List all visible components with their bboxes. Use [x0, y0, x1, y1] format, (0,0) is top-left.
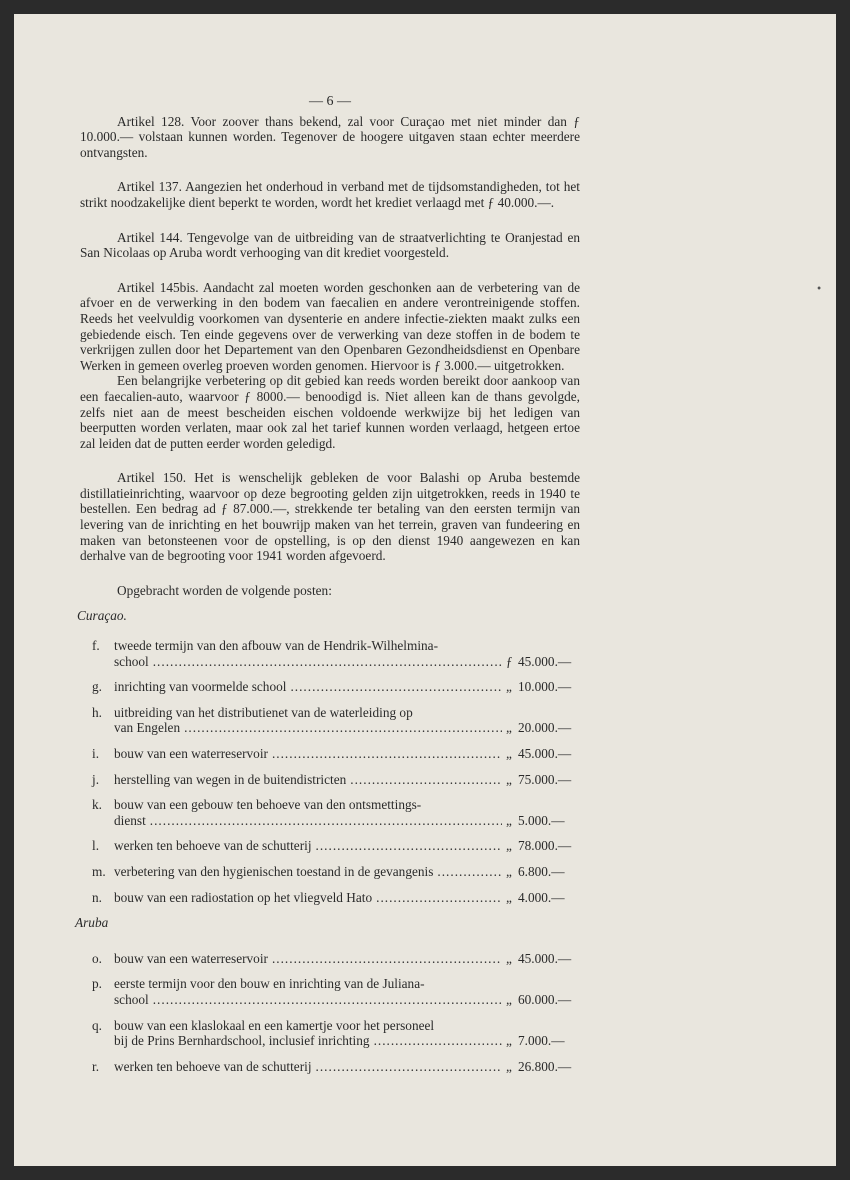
item-row — [114, 654, 580, 670]
item-amount: 6.800.— — [518, 863, 565, 879]
item-letter: l. — [92, 838, 100, 854]
leader-dots — [316, 838, 502, 854]
item-text: werken ten behoeve van de schutterij — [114, 1058, 312, 1074]
item-row — [114, 813, 580, 829]
item-text-first: tweede termijn van den afbouw van de Hendrik-Wilhelmina- — [114, 638, 439, 654]
currency-mark: „ — [506, 746, 512, 761]
list-item — [80, 679, 580, 695]
item-text-first: eerste termijn voor den bouw en inrichting van de Juliana- — [114, 976, 425, 992]
item-amount: 45.000.— — [518, 746, 572, 761]
margin-marks: • — [816, 284, 822, 295]
currency-mark: „ — [506, 1058, 512, 1074]
article-paragraphs — [80, 114, 580, 564]
currency-mark: „ — [506, 1033, 512, 1049]
leader-dots — [153, 654, 502, 670]
item-amount: 7.000.— — [518, 1033, 565, 1049]
item-amount: 10.000.— — [518, 679, 572, 695]
currency-mark: ƒ — [506, 653, 513, 669]
item-amount: 60.000.— — [518, 991, 572, 1007]
item-text: bouw van een radiostation op het vliegveld Hato — [114, 889, 373, 905]
item-letter: m. — [92, 863, 106, 879]
currency-mark: „ — [506, 991, 512, 1007]
item-letter: n. — [92, 889, 102, 905]
section-title-aruba: Aruba — [75, 915, 109, 931]
item-text: dienst — [114, 812, 146, 828]
item-letter: r. — [92, 1058, 100, 1074]
item-letter: g. — [92, 679, 102, 695]
item-text: bouw van een waterreservoir — [114, 950, 268, 966]
item-row — [114, 1059, 580, 1075]
leader-dots — [374, 1033, 502, 1049]
item-letter: q. — [92, 1017, 102, 1033]
item-amount: 75.000.— — [518, 771, 572, 787]
item-amount: 45.000.— — [518, 950, 572, 966]
item-amount: 26.800.— — [518, 1058, 572, 1074]
item-letter: i. — [92, 746, 100, 761]
list-item — [80, 797, 580, 828]
currency-mark: „ — [506, 720, 512, 736]
currency-mark: „ — [506, 889, 512, 905]
currency-mark: „ — [506, 812, 512, 828]
list-item — [80, 838, 580, 854]
article-paragraph — [80, 280, 580, 452]
item-row — [114, 679, 580, 695]
item-letter: h. — [92, 704, 102, 720]
leader-dots — [272, 746, 502, 762]
paragraph-text: Artikel 150. Het is wenschelijk gebleken de voor Balashi op Aruba bestemde distillatieinrichting, waarvoor op deze begrooting gelden zijn uitgetrokken, reeds in 1940 te bestellen. Een bedrag ad ƒ 87.000.—, strekkende ter betaling van den eersten termijn van levering van de inrichting en het bouwrijp maken van het terrein, graven van fundeering en maken van betonsteenen voor de opstelling, is op den dienst 1940 aangewezen en kan derhalve van de begrooting voor 1941 worden afgevoerd. — [80, 470, 580, 564]
list-item — [80, 746, 580, 762]
article-paragraph — [80, 179, 580, 210]
list-item — [80, 772, 580, 788]
item-row — [114, 772, 580, 788]
item-row — [114, 992, 580, 1008]
item-row — [114, 720, 580, 736]
currency-mark: „ — [506, 679, 512, 695]
item-amount: 78.000.— — [518, 838, 572, 854]
section-title-curacao: Curaçao. — [77, 608, 127, 624]
aruba-item-list — [80, 951, 580, 1075]
item-row — [114, 746, 580, 762]
currency-mark: „ — [506, 950, 512, 966]
list-item — [80, 864, 580, 880]
leader-dots — [153, 992, 502, 1008]
item-letter: k. — [92, 797, 102, 813]
item-text: inrichting van voormelde school — [114, 679, 287, 695]
item-text: van Engelen — [114, 720, 181, 736]
list-item — [80, 638, 580, 669]
page-number: — 6 — — [309, 94, 351, 109]
item-text: bij de Prins Bernhardschool, inclusief inrichting — [114, 1033, 370, 1049]
list-item — [80, 890, 580, 906]
item-text: werken ten behoeve van de schutterij — [114, 838, 312, 854]
paragraph-text: Artikel 144. Tengevolge van de uitbreiding van de straatverlichting te Oranjestad en San Nicolaas op Aruba wordt verhooging van dit krediet voorgesteld. — [80, 229, 580, 261]
leader-dots — [350, 772, 502, 788]
currency-mark: „ — [506, 863, 512, 879]
item-text: school — [114, 991, 149, 1007]
item-row — [114, 890, 580, 906]
article-paragraph — [80, 230, 580, 261]
list-item — [80, 1018, 580, 1049]
item-text-first: bouw van een gebouw ten behoeve van den ontsmettings- — [114, 797, 422, 813]
leader-dots — [272, 951, 502, 967]
item-row — [114, 951, 580, 967]
paragraph-text: Artikel 145bis. Aandacht zal moeten worden geschonken aan de verbetering van de afvoer en de verwerking in den bodem van faecalien en andere verontreinigende stoffen. Reeds het veelvuldig voorkomen van dysenterie en andere infectie-ziekten maakt zulks een gebiedende eisch. Ten einde gegevens over de verwerking van deze stoffen in de bodem te verkrijgen zullen door het Departement van den Openbaren Gezondheidsdienst en Openbare Werken in gemeen overleg proeven worden genomen. Hiervoor is ƒ 3.000.— uitgetrokken. — [80, 279, 580, 373]
list-item — [80, 705, 580, 736]
curacao-item-list — [80, 638, 580, 905]
leader-dots — [184, 720, 502, 736]
leader-dots — [150, 813, 502, 829]
item-letter: j. — [92, 771, 100, 787]
item-text-first: bouw van een klaslokaal en een kamertje voor het personeel — [114, 1017, 435, 1033]
item-letter: p. — [92, 976, 102, 992]
leader-dots — [376, 890, 502, 906]
item-amount: 5.000.— — [518, 812, 565, 828]
intro-line: Opgebracht worden de volgende posten: — [117, 582, 332, 598]
paragraph-text: Artikel 128. Voor zoover thans bekend, zal voor Curaçao met niet minder dan ƒ 10.000.— volstaan kunnen worden. Tegenover de hoogere uitgaven staan echter meerdere ontvangsten. — [80, 113, 580, 160]
list-item — [80, 951, 580, 967]
paragraph-text: Een belangrijke verbetering op dit gebied kan reeds worden bereikt door aankoop van een faecalien-auto, waarvoor ƒ 8000.— benoodigd is. Niet alleen kan de thans gevolgde, zelfs niet aan de meest bescheiden eischen voldoende werkwijze bij het ledigen van beerputten worden verlaten, maar ook zal het tarief kunnen worden verlaagd, hetgeen ertoe zal leiden dat de putten eerder worden geledigd. — [80, 373, 580, 451]
page-content — [75, 94, 580, 1084]
item-letter: f. — [92, 638, 100, 654]
item-amount: 45.000.— — [518, 653, 572, 669]
item-row — [114, 1033, 580, 1049]
item-text: verbetering van den hygienischen toestand in de gevangenis — [114, 863, 434, 879]
list-item — [80, 1059, 580, 1075]
item-row — [114, 864, 580, 880]
paragraph-text: Artikel 137. Aangezien het onderhoud in verband met de tijdsomstandigheden, tot het strikt noodzakelijke dient beperkt te worden, wordt het krediet verlaagd met ƒ 40.000.—. — [80, 179, 580, 210]
currency-mark: „ — [506, 838, 512, 854]
list-item — [80, 976, 580, 1007]
leader-dots — [316, 1059, 502, 1075]
item-row — [114, 838, 580, 854]
item-amount: 4.000.— — [518, 889, 565, 905]
article-paragraph — [80, 114, 580, 161]
item-letter: o. — [92, 950, 102, 966]
item-text: bouw van een waterreservoir — [114, 746, 268, 761]
item-text: herstelling van wegen in de buitendistricten — [114, 771, 347, 787]
article-paragraph — [80, 470, 580, 564]
document-page — [14, 14, 836, 1166]
leader-dots — [437, 864, 502, 880]
leader-dots — [290, 679, 502, 695]
item-amount: 20.000.— — [518, 720, 572, 736]
item-text-first: uitbreiding van het distributienet van de waterleiding op — [114, 704, 413, 720]
item-text: school — [114, 653, 149, 669]
currency-mark: „ — [506, 771, 512, 787]
